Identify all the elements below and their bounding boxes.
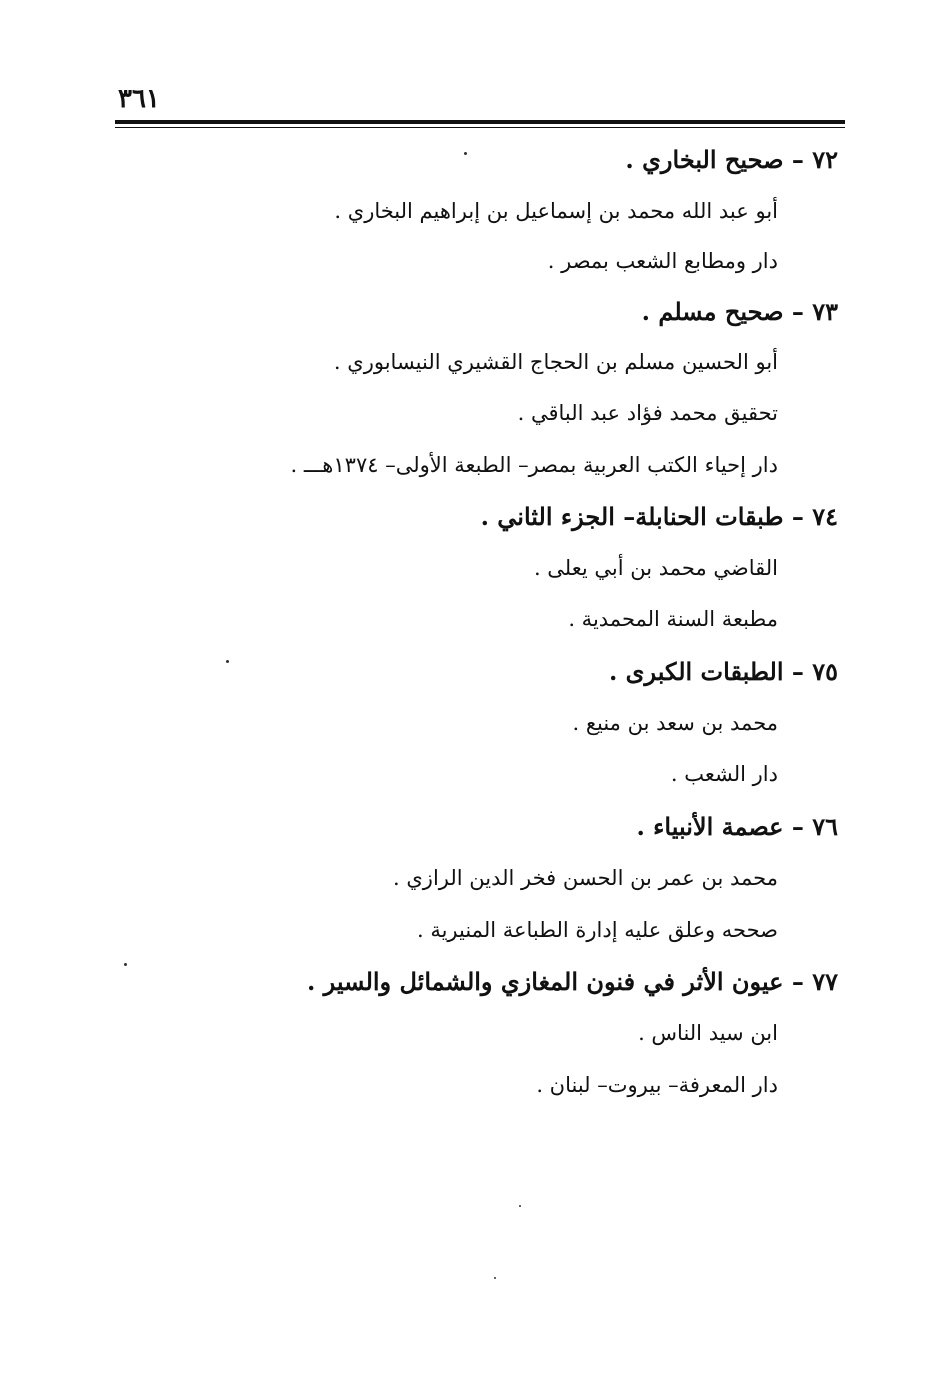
entry-title-72: ٧٢ – صحيح البخاري . <box>625 145 838 174</box>
entry-author-76: محمد بن عمر بن الحسن فخر الدين الرازي . <box>393 866 778 890</box>
entry-editor-73: تحقيق محمد فؤاد عبد الباقي . <box>517 401 778 425</box>
entry-publisher-76: صححه وعلق عليه إدارة الطباعة المنيرية . <box>416 918 778 942</box>
entry-author-73: أبو الحسين مسلم بن الحجاج القشيري النيسابوري . <box>333 350 778 374</box>
page-number: ٣٦١ <box>118 84 160 114</box>
scan-speck <box>226 660 229 663</box>
entry-author-74: القاضي محمد بن أبي يعلى . <box>533 556 778 580</box>
entry-author-72: أبو عبد الله محمد بن إسماعيل بن إبراهيم البخاري . <box>334 199 778 223</box>
entry-title-76: ٧٦ – عصمة الأنبياء . <box>636 812 838 841</box>
header-rule-thin <box>115 127 845 128</box>
entry-publisher-77: دار المعرفة– بيروت– لبنان . <box>536 1073 778 1097</box>
entry-publisher-75: دار الشعب . <box>670 762 778 786</box>
entry-author-77: ابن سيد الناس . <box>638 1021 778 1045</box>
entry-publisher-73: دار إحياء الكتب العربية بمصر– الطبعة الأولى– ١٣٧٤هـــ . <box>290 453 778 477</box>
entry-publisher-74: مطبعة السنة المحمدية . <box>568 607 778 631</box>
scan-speck <box>519 1205 521 1207</box>
scan-speck <box>464 152 467 155</box>
scan-speck <box>494 1277 496 1279</box>
entry-title-77: ٧٧ – عيون الأثر في فنون المغازي والشمائل والسير . <box>306 967 838 996</box>
entry-publisher-72: دار ومطابع الشعب بمصر . <box>547 249 778 273</box>
entry-title-75: ٧٥ – الطبقات الكبرى . <box>608 657 838 686</box>
scan-speck <box>124 963 127 966</box>
entry-author-75: محمد بن سعد بن منيع . <box>572 711 778 735</box>
entry-title-73: ٧٣ – صحيح مسلم . <box>641 297 838 326</box>
entry-title-74: ٧٤ – طبقات الحنابلة– الجزء الثاني . <box>480 502 838 531</box>
header-rule-thick <box>115 120 845 124</box>
